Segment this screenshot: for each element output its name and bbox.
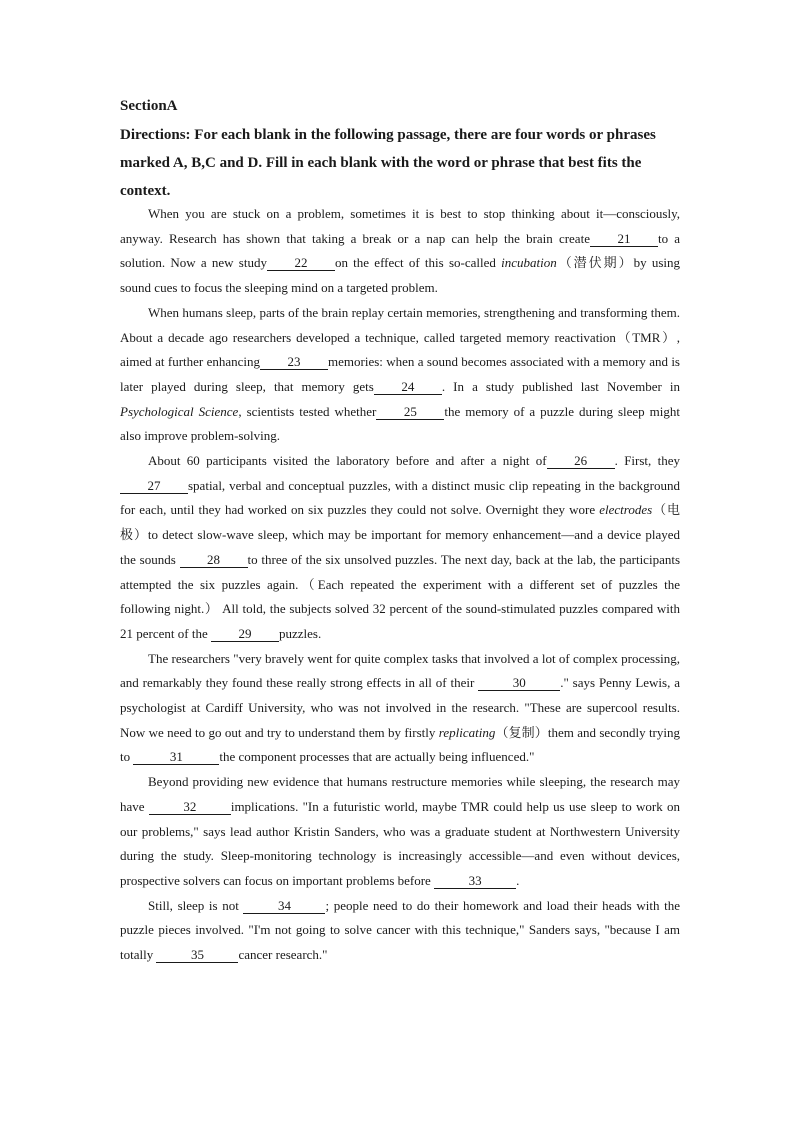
paragraph-4: The researchers "very bravely went for quite complex tasks that involved a lot of complex processing, and remarkably they found these really strong effects in all of their 30 ." says Penny Lewis, a psychologist at Cardiff University, who was not involved in the research. "These are supercool results. Now we need to go out and try to understand them by firstly replicating（复制）them and secondly trying to 31 the component processes that are actually being influenced." xyxy=(120,650,680,765)
paragraph-5: Beyond providing new evidence that humans restructure memories while sleeping, the research may have 32 implications. "In a futuristic world, maybe TMR could help us use sleep to work on our problems," says lead author Kristin Sanders, who was a graduate student at Northwestern University during the study. Sleep-monitoring technology is increasingly accessible—and even without devices, prospective solvers can focus on important problems before 33 . xyxy=(120,774,680,888)
paragraph-3: About 60 participants visited the laboratory before and after a night of 26 . First, they27 spatial, verbal and conceptual puzzles, with a distinct music clip repeating in the background for each, until they had worked on six puzzles they could not solve. Overnight they wore electrodes（电极）to detect slow-wave sleep, which may be important for memory enhancement—and a device played the sounds 28 to three of the six unsolved puzzles. The next day, back at the lab, the participants attempted the six puzzles again.（Each repeated the experiment with a different set of puzzles the following night.） All told, the subjects solved 32 percent of the sound-stimulated puzzles compared with 21 percent of the 29 puzzles. xyxy=(120,453,681,641)
blank-31[interactable]: 31 xyxy=(133,750,219,765)
blank-28[interactable]: 28 xyxy=(180,553,248,568)
paragraph-6: Still, sleep is not 34 ; people need to do their homework and load their heads with the puzzle pieces involved. "I'm not going to solve cancer with this technique," Sanders says, "because I am totally 35 cancer research." xyxy=(120,897,681,963)
passage xyxy=(120,202,680,968)
directions: Directions: For each blank in the following passage, there are four words or phrases marked A, B,C and D. Fill in each blank with the word or phrase that best fits the context. xyxy=(120,127,656,199)
blank-22[interactable]: 22 xyxy=(267,256,335,271)
term-replicating: replicating xyxy=(438,724,496,740)
blank-29[interactable]: 29 xyxy=(211,627,279,642)
blank-30[interactable]: 30 xyxy=(478,676,560,691)
blank-23[interactable]: 23 xyxy=(260,355,328,370)
section-title: SectionA xyxy=(120,98,178,114)
term-incubation: incubation xyxy=(501,255,557,271)
blank-21[interactable]: 21 xyxy=(590,232,658,247)
paragraph-1: When you are stuck on a problem, sometimes it is best to stop thinking about it—consciously, anyway. Research has shown that taking a break or a nap can help the brain create 21 to a solution. Now a new study 22 on the effect of this so-called incubation（潜伏期）by using sound cues to focus the sleeping mind on a targeted problem. xyxy=(120,206,681,296)
blank-32[interactable]: 32 xyxy=(149,800,231,815)
blank-35[interactable]: 35 xyxy=(156,948,238,963)
blank-34[interactable]: 34 xyxy=(243,899,325,914)
blank-25[interactable]: 25 xyxy=(376,405,444,420)
blank-27[interactable]: 27 xyxy=(120,479,188,494)
paragraph-2: When humans sleep, parts of the brain replay certain memories, strengthening and transforming them. About a decade ago researchers developed a technique, called targeted memory reactivation（TMR）, aimed at further enhancing 23 memories: when a sound becomes associated with a memory and is later played during sleep, that memory gets 24 . In a study published last November in Psychological Science, scientists tested whether 25 the memory of a puzzle during sleep might also improve problem-solving. xyxy=(120,304,680,444)
blank-24[interactable]: 24 xyxy=(374,380,442,395)
journal-name: Psychological Science xyxy=(120,403,239,419)
term-electrodes: electrodes xyxy=(599,502,653,518)
blank-33[interactable]: 33 xyxy=(434,874,516,889)
blank-26[interactable]: 26 xyxy=(547,454,615,469)
